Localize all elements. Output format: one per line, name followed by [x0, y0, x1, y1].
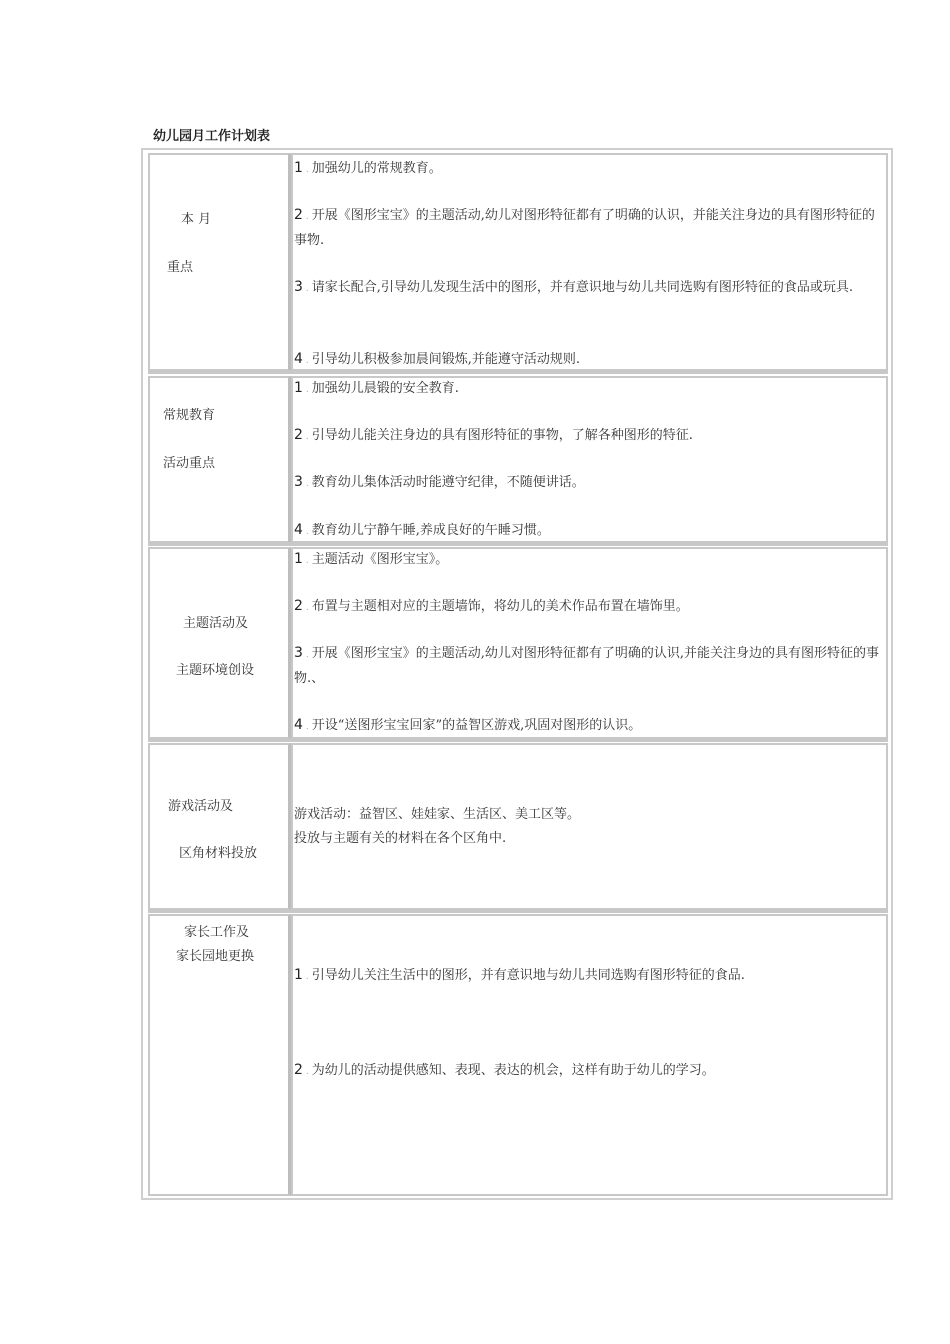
list-item: 2 . 为幼儿的活动提供感知、表现、表达的机会，这样有助于幼儿的学习。 — [294, 1062, 715, 1078]
row-label-line: 常规教育 — [163, 408, 216, 423]
list-item: 2 . 布置与主题相对应的主题墙饰，将幼儿的美术作品布置在墙饰里。 — [294, 598, 689, 614]
list-item: 1 . 加强幼儿的常规教育。 — [294, 160, 442, 176]
row-label-line: 本 月 — [181, 212, 212, 227]
row-divider — [148, 739, 888, 742]
list-item: 3 . 教育幼儿集体活动时能遵守纪律，不随便讲话。 — [294, 474, 585, 490]
text-line: 游戏活动：益智区、娃娃家、生活区、美工区等。 — [294, 807, 581, 822]
list-item: 2 . 引导幼儿能关注身边的具有图形特征的事物，了解各种图形的特征. — [294, 427, 693, 443]
plan-table — [141, 148, 893, 1200]
row-label-cell — [148, 153, 291, 371]
row-label-cell — [148, 914, 291, 1196]
row-label-line: 家长园地更换 — [176, 949, 255, 964]
row-label-line: 家长工作及 — [184, 925, 250, 940]
list-item: 4 . 开设“送图形宝宝回家”的益智区游戏,巩固对图形的认识。 — [294, 717, 642, 733]
row-label-cell — [148, 743, 291, 910]
list-item: 4 . 引导幼儿积极参加晨间锻炼,并能遵守活动规则. — [294, 351, 581, 367]
list-item: 1 . 引导幼儿关注生活中的图形，并有意识地与幼儿共同选购有图形特征的食品. — [294, 967, 745, 983]
row-label-line: 游戏活动及 — [168, 799, 234, 814]
table-row-play-areas — [148, 743, 888, 910]
row-label-cell — [148, 376, 291, 543]
row-divider — [148, 910, 888, 913]
list-item: 3 . 开展《图形宝宝》的主题活动,幼儿对图形特征都有了明确的认识,并能关注身边的具有图形特征的事物.、 — [294, 645, 880, 686]
row-label-line: 主题环境创设 — [176, 663, 255, 678]
row-label-line: 区角材料投放 — [179, 846, 258, 861]
row-label-line: 主题活动及 — [183, 616, 249, 631]
text-line: 投放与主题有关的材料在各个区角中. — [294, 831, 507, 846]
table-row-routine-education — [148, 376, 888, 543]
row-label-line: 重点 — [167, 260, 194, 275]
list-item: 1 . 主题活动《图形宝宝》。 — [294, 551, 449, 567]
row-content-cell — [291, 153, 888, 371]
list-item: 3 . 请家长配合,引导幼儿发现生活中的图形，并有意识地与幼儿共同选购有图形特征的食品或玩具. — [294, 279, 854, 295]
list-item: 2 . 开展《图形宝宝》的主题活动,幼儿对图形特征都有了明确的认识，并能关注身边的具有图形特征的事物. — [294, 207, 875, 248]
row-divider — [148, 543, 888, 546]
row-label-cell — [148, 547, 291, 739]
row-divider — [148, 371, 888, 374]
row-content-cell — [291, 914, 888, 1196]
page-title: 幼儿园月工作计划表 — [153, 129, 271, 144]
table-row-theme-activity — [148, 547, 888, 739]
table-row-parent-work — [148, 914, 888, 1196]
table-row-monthly-focus — [148, 153, 888, 371]
list-item: 4 . 教育幼儿宁静午睡,养成良好的午睡习惯。 — [294, 522, 550, 538]
list-item: 1 . 加强幼儿晨锻的安全教育. — [294, 380, 459, 396]
row-label-line: 活动重点 — [163, 456, 216, 471]
